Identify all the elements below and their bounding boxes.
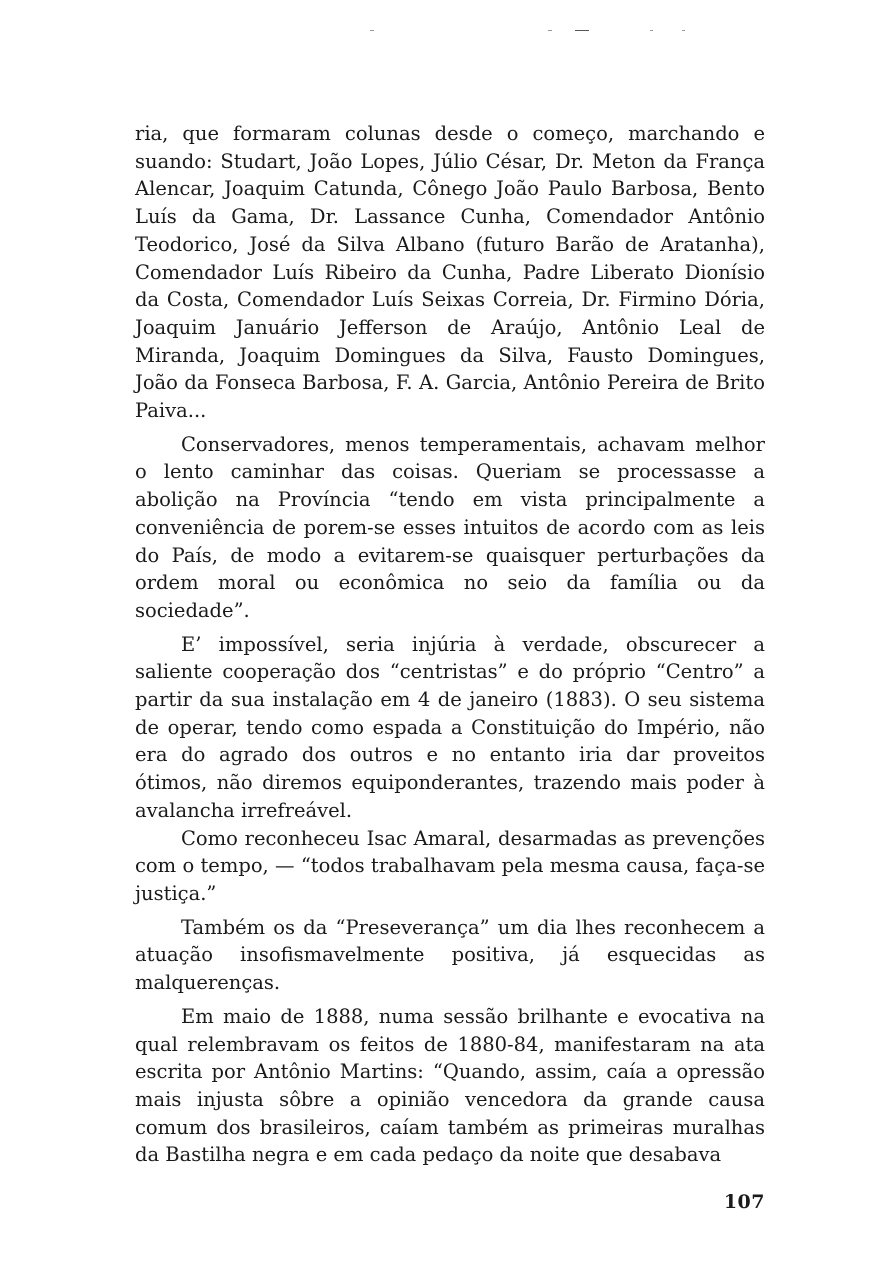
page-body xyxy=(135,120,765,1169)
paragraph-isac-amaral: Como reconheceu Isac Amaral, desarmadas as prevenções com o tempo, — “todos trabalhavam pela mesma causa, faça-se justiça.” xyxy=(135,826,765,905)
paragraph-continuation: ria, que formaram colunas desde o começo, marchando e suando: Studart, João Lopes, Júlio César, Dr. Meton da França Alencar, Joaquim Catunda, Cônego João Paulo Barbosa, Bento Luís da Gama, Dr. Lassance Cunha, Comendador Antônio Teodorico, José da Silva Albano (futuro Barão de Aratanha), Comendador Luís Ribeiro da Cunha, Padre Liberato Dionísio da Costa, Comendador Luís Seixas Correia, Dr. Firmino Dória, Joaquim Januário Jefferson de Araújo, Antônio Leal de Miranda, Joaquim Domingues da Silva, Fausto Domingues, João da Fonseca Barbosa, F. A. Garcia, Antônio Pereira de Brito Paiva... xyxy=(135,122,765,423)
page-number: 107 xyxy=(723,1191,765,1213)
paragraph-preseveranca: Também os da “Preseverança” um dia lhes reconhecem a atuação insofismavelmente positiva, já esquecidas as malquerenças. xyxy=(135,915,765,995)
paragraph-maio-1888: Em maio de 1888, numa sessão brilhante e evocativa na qual relembravam os feitos de 1880-84, manifestaram na ata escrita por Antônio Martins: “Quando, assim, caía a opressão mais injusta sôbre a opinião vencedora da grande causa comum dos brasileiros, caíam também as primeiras muralhas da Bastilha negra e em cada pedaço da noite que desabava xyxy=(135,1004,765,1167)
paragraph-centristas: E’ impossível, seria injúria à verdade, obscurecer a saliente cooperação dos “centristas” e do próprio “Centro” a partir da sua instalação em 4 de janeiro (1883). O seu sistema de operar, tendo como espada a Constituição do Império, não era do agrado dos outros e no entanto iria dar proveitos ótimos, não diremos equiponderantes, trazendo mais poder à avalancha irrefreável. xyxy=(135,632,765,822)
paragraph-conservadores: Conservadores, menos temperamentais, achavam melhor o lento caminhar das coisas. Queriam se processasse a abolição na Província “tendo em vista principalmente a conveniência de porem-se esses intuitos de acordo com as leis do País, de modo a evitarem-se quaisquer perturbações da ordem moral ou econômica no seio da família ou da sociedade”. xyxy=(135,432,765,622)
scan-artifact-marks xyxy=(370,30,700,36)
